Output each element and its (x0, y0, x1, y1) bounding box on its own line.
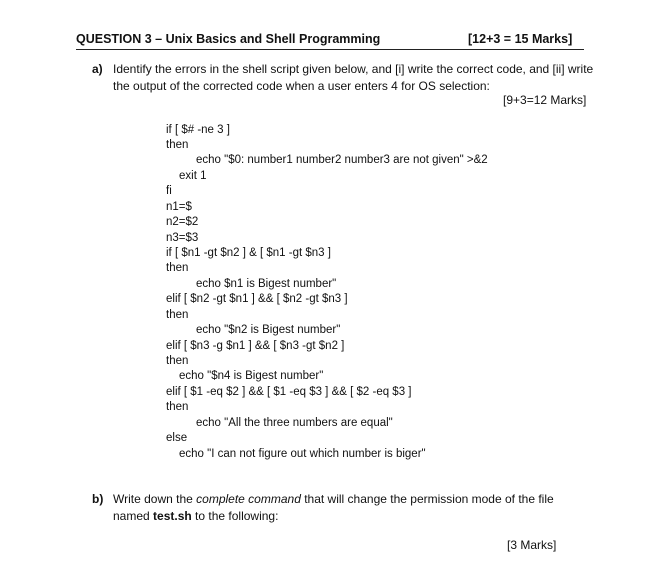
part-a-marks: [9+3=12 Marks] (503, 93, 587, 107)
header-divider (76, 49, 584, 50)
code-line: elif [ $1 -eq $2 ] && [ $1 -eq $3 ] && [ $2 -eq $3 ] (166, 386, 412, 398)
question-marks: [12+3 = 15 Marks] (468, 32, 573, 46)
part-b-line2-pre: named (113, 509, 154, 523)
code-line: then (166, 355, 189, 367)
code-line: then (166, 401, 189, 413)
code-line: fi (166, 185, 172, 197)
code-line: n1=$ (166, 201, 192, 213)
code-line: n2=$2 (166, 216, 199, 228)
code-line: echo "I can not figure out which number is biger" (179, 448, 426, 460)
part-b-label: b) (92, 492, 104, 506)
part-a-text-line1: Identify the errors in the shell script given below, and [i] write the correct code, and [ii] write (113, 62, 594, 76)
part-b-marks: [3 Marks] (507, 538, 557, 552)
part-a-label: a) (92, 62, 103, 76)
code-line: else (166, 432, 188, 444)
code-line: echo "$n4 is Bigest number" (179, 370, 324, 382)
part-b-text-line1 (113, 491, 554, 508)
code-line: if [ $# -ne 3 ] (166, 124, 230, 136)
code-line: then (166, 139, 189, 151)
code-line: then (166, 309, 189, 321)
part-b-text-post: that will change the permission mode of the file (300, 492, 554, 506)
code-line: elif [ $n2 -gt $n1 ] && [ $n2 -gt $n3 ] (166, 293, 348, 305)
code-line: elif [ $n3 -g $n1 ] && [ $n3 -gt $n2 ] (166, 340, 345, 352)
part-b-text-emphasis: complete command (196, 492, 301, 506)
code-line: echo "All the three numbers are equal" (196, 417, 393, 429)
code-line: echo $n1 is Bigest number" (196, 278, 337, 290)
code-line: exit 1 (179, 170, 207, 182)
code-line: then (166, 262, 189, 274)
part-b-filename: test.sh (153, 509, 192, 523)
part-b-text-pre: Write down the (113, 492, 197, 506)
part-a-text-line2: the output of the corrected code when a user enters 4 for OS selection: (113, 79, 490, 93)
code-line: echo "$0: number1 number2 number3 are not given" >&2 (196, 154, 488, 166)
code-line: echo "$n2 is Bigest number" (196, 324, 341, 336)
question-title: QUESTION 3 – Unix Basics and Shell Programming (76, 32, 381, 46)
part-b-line2-post: to the following: (191, 509, 279, 523)
code-line: n3=$3 (166, 232, 199, 244)
code-line: if [ $n1 -gt $n2 ] & [ $n1 -gt $n3 ] (166, 247, 331, 259)
part-b-text-line2 (113, 508, 278, 525)
